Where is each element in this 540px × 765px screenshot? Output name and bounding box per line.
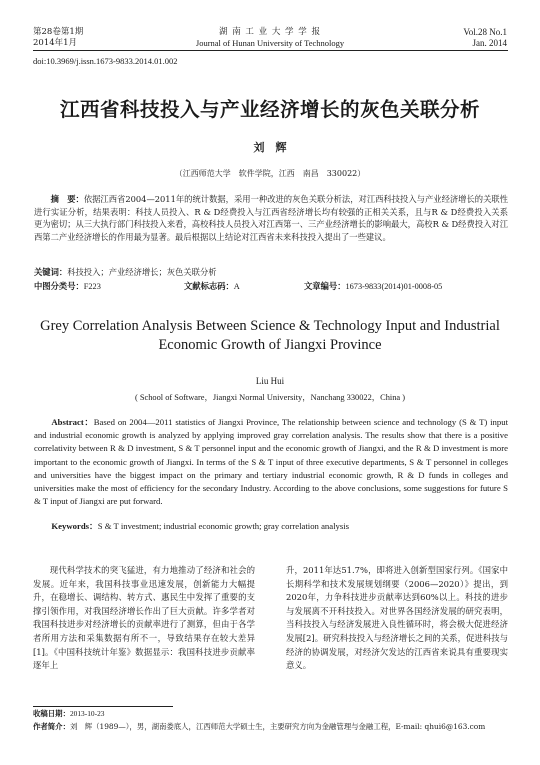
received-label: 收稿日期： — [33, 709, 70, 718]
volume-issue-en: Vol.28 No.1 — [463, 27, 507, 37]
abstract-en-text: Based on 2004—2011 statistics of Jiangxi Province, The relationship between science and technology (S & T) input and industrial economic growth is analyzed by applying improved gray correlation analysis. The results show that there is a positive correlativity between R & D investment, S & T personnel input and the economic growth of Jiangxi, and the R & D investment is more important to the economic growth of Jiangxi. In terms of the S & T input of three executive departments, S & T personnel in colleges and universities have the biggest impact on the primary and tertiary industrial economic growth, R & D funds in colleges and universities make the most of efficiency for the secondary Industry. According to the above conclusions, some suggestions for future S & T input of Jiangxi are put forward. — [34, 417, 508, 507]
abstract-cn — [34, 193, 508, 243]
affiliation-cn: （江西师范大学 软件学院，江西 南昌 330022） — [174, 169, 366, 178]
affiliation-en: ( School of Software，Jiangxi Normal University，Nanchang 330022，China ) — [134, 393, 406, 402]
header-rule — [33, 50, 508, 51]
author-en: Liu Hui — [255, 376, 285, 386]
body-column-right: 升，2011年达51.7%，即将进入创新型国家行列。《国家中长期科学和技术发展规划纲要（2006—2020）》提出，到2020年，力争科技进步贡献率达到60%以上。科技的进步与发展离不开科技投入。对世界各国经济发展的研究表明，当科技投入与经济发展进入良性循环时，将会极大促进经济发展[2]。研究科技投入与经济增长之间的关系，促进科技与经济的协调发展，对经济欠发达的江西省来说具有重要现实意义。 — [286, 565, 508, 671]
received-value: 2013-10-23 — [69, 709, 105, 718]
title-cn: 江西省科技投入与产业经济增长的灰色关联分析 — [59, 98, 480, 121]
journal-volume-en — [463, 27, 507, 49]
keywords-en — [34, 520, 508, 533]
author-cn: 刘 辉 — [253, 141, 287, 154]
journal-volume — [33, 27, 83, 49]
abstract-en-label: Abstract： — [51, 417, 94, 427]
journal-name-cn: 湖 南 工 业 大 学 学 报 — [219, 27, 321, 37]
keywords-cn — [34, 266, 508, 279]
clc-code: F223 — [83, 282, 101, 291]
issue-date-cn: 2014年1月 — [33, 38, 78, 48]
doi: doi:10.3969/j.issn.1673-9833.2014.01.002 — [33, 56, 178, 66]
journal-name-en: Journal of Hunan University of Technology — [195, 38, 345, 48]
keywords-cn-text: 科技投入；产业经济增长；灰色关联分析 — [67, 267, 217, 277]
bio-label: 作者简介： — [33, 722, 70, 731]
author-bio — [33, 720, 508, 733]
body-column-left: 现代科学技术的突飞猛进，有力地推动了经济和社会的发展。近年来，我国科技事业迅速发展，创新能力大幅提升，在稳增长、调结构、转方式、惠民生中发挥了重要的支撑引领作用，对我国经济增长作出了巨大贡献。许多学者对我国科技进步对经济增长的贡献率进行了测算，但由于各学者所用方法和采集数据有所不一，导致结果存在较大差异[1]。《中国科技统计年鉴》数据显示：我国科技进步贡献率逐年上 — [33, 565, 255, 671]
volume-issue: 第28卷第1期 — [33, 27, 84, 37]
article-no-label: 文章编号： — [304, 281, 346, 291]
issue-date-en: Jan. 2014 — [472, 38, 507, 48]
doc-code-label: 文献标志码： — [184, 281, 234, 291]
abstract-cn-label: 摘 要： — [50, 194, 84, 204]
abstract-cn-text: 依据江西省2004—2011年的统计数据，采用一种改进的灰色关联分析法，对江西科技投入与产业经济增长的关联性进行实证分析，结果表明：科技人员投入、R & D经费投入与江西省经济增长均有较强的正相关关系，且与R & D经费投入关系更为密切；从三大执行部门科技投入来看，高校科技人员投入对江西第一、三产业经济增长的影响最大，高校R & D经费投入对江西第二产业经济增长的作用最为显著。最后根据以上结论对江西省未来科技投入提出了一些建议。 — [34, 194, 508, 242]
keywords-cn-label: 关键词： — [34, 267, 68, 277]
keywords-en-text: S & T investment; industrial economic growth; gray correlation analysis — [97, 521, 350, 531]
doc-code: A — [233, 282, 240, 291]
keywords-en-label: Keywords： — [51, 521, 98, 531]
journal-name — [170, 27, 370, 49]
clc-label: 中图分类号： — [34, 281, 84, 291]
received-date — [33, 707, 508, 720]
abstract-en — [34, 416, 508, 508]
title-en: Grey Correlation Analysis Between Science & Technology Input and Industrial Economic Growth of Jiangxi Province — [40, 318, 500, 353]
article-no: 1673-9833(2014)01-0008-05 — [345, 282, 443, 291]
bio-text: 刘 辉（1989—），男，湖南娄底人，江西师范大学硕士生，主要研究方向为金融管理与金融工程，E-mail: qhui6@163.com — [69, 722, 486, 731]
footnote — [33, 707, 508, 733]
